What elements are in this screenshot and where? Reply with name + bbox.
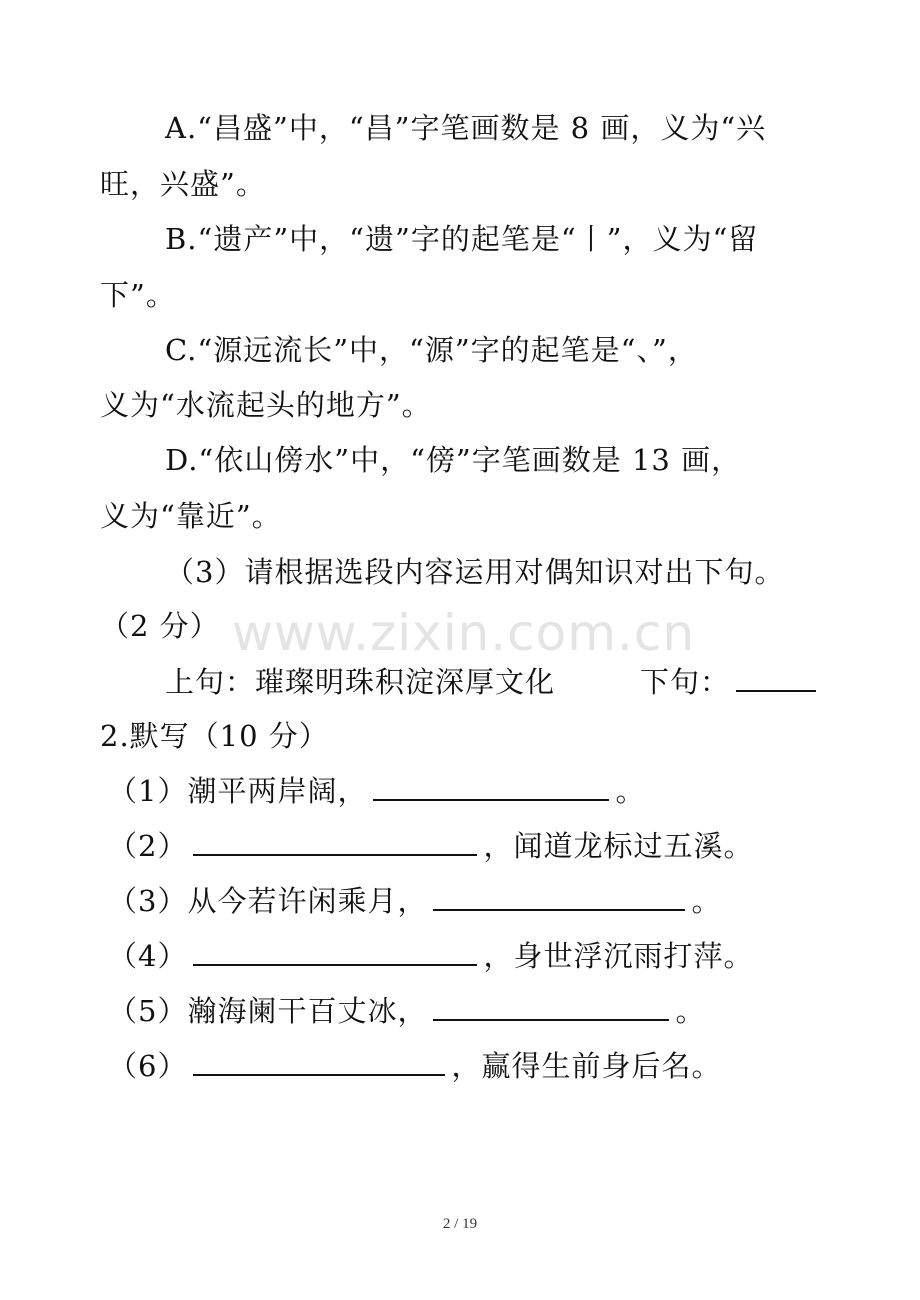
- dictation-item-2: [108, 826, 753, 866]
- item-text-before: 瀚海阑干百丈冰，: [187, 994, 428, 1028]
- question-2-title: 2.默写（10 分）: [100, 719, 329, 753]
- dictation-item-6: [108, 1046, 721, 1086]
- item-text-after: 。: [691, 884, 722, 918]
- item-number: （2）: [108, 829, 188, 863]
- item-number: （4）: [108, 939, 188, 973]
- page-number: 2 / 19: [442, 1216, 478, 1232]
- item-text-after: ，闻道龙标过五溪。: [483, 829, 754, 863]
- item-text-before: 潮平两岸阔，: [187, 774, 368, 808]
- couplet-lower-label: 下句：: [640, 665, 731, 699]
- sub-question-3-line1: （3）请根据选段内容运用对偶知识对出下句。: [165, 555, 785, 589]
- answer-blank-1[interactable]: [373, 773, 609, 801]
- couplet-lower: [640, 662, 822, 702]
- dictation-item-5: [108, 991, 705, 1031]
- item-number: （3）: [108, 884, 188, 918]
- couplet-upper: 上句：璀璨明珠积淀深厚文化: [165, 665, 556, 699]
- watermark: www.zixin.com.cn: [232, 604, 696, 662]
- answer-blank-5[interactable]: [433, 993, 669, 1021]
- answer-blank-3[interactable]: [433, 883, 685, 911]
- item-number: （6）: [108, 1049, 188, 1083]
- dictation-item-1: [108, 771, 645, 811]
- answer-blank-2[interactable]: [193, 828, 477, 856]
- dictation-item-4: [108, 936, 753, 976]
- item-text-after: 。: [615, 774, 646, 808]
- option-c-line2: 义为“水流起头的地方”。: [100, 388, 432, 422]
- couplet-answer-blank[interactable]: [736, 664, 816, 692]
- option-d-line2: 义为“靠近”。: [100, 499, 282, 533]
- item-number: （1）: [108, 774, 188, 808]
- dictation-item-3: [108, 881, 721, 921]
- option-a-line2: 旺，兴盛”。: [100, 167, 266, 201]
- item-number: （5）: [108, 994, 188, 1028]
- sub-question-3-line2: （2 分）: [100, 609, 220, 643]
- option-b-line2: 下”。: [100, 278, 176, 312]
- item-text-after: ，身世浮沉雨打萍。: [483, 939, 754, 973]
- answer-blank-6[interactable]: [193, 1048, 445, 1076]
- item-text-before: 从今若许闲乘月，: [187, 884, 428, 918]
- option-c-line1: C.“源远流长”中，“源”字的起笔是“、”，: [165, 333, 698, 367]
- option-a-line1: A.“昌盛”中，“昌”字笔画数是 8 画，义为“兴: [165, 111, 767, 145]
- option-b-line1: B.“遗产”中，“遗”字的起笔是“丨”，义为“留: [165, 222, 759, 256]
- item-text-after: 。: [675, 994, 706, 1028]
- item-text-after: ，赢得生前身后名。: [451, 1049, 722, 1083]
- option-d-line1: D.“依山傍水”中，“傍”字笔画数是 13 画，: [165, 443, 742, 477]
- answer-blank-4[interactable]: [193, 938, 477, 966]
